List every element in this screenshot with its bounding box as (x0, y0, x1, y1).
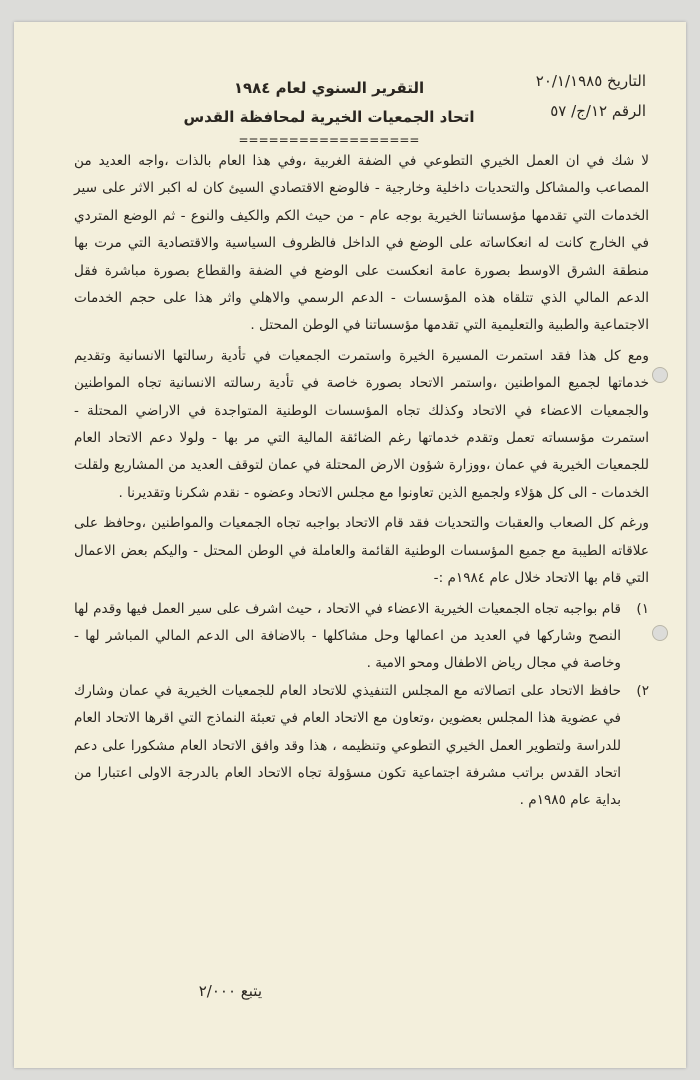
list-item-text: قام بواجبه تجاه الجمعيات الخيرية الاعضاء في الاتحاد ، حيث اشرف على سير العمل فيها وقدم لها النصح وشاركها في العديد من اعمالها وحل مشاكلها - بالاضافة الى الدعم المالي المباشر لها - وخاصة في مجال رياض الاطفال ومحو الامية . (74, 600, 621, 672)
list-item-1 (74, 596, 649, 678)
list-item-text: حافظ الاتحاد على اتصالاته مع المجلس التنفيذي للاتحاد العام للجمعيات الخيرية في عمان وشارك في عضوية هذا المجلس بعضوين ،وتعاون مع الاتحاد العام في تعبئة النماذج التي اقرها الاتحاد العام للدراسة ولتطوير العمل الخيري التطوعي وتنظيمه ، هذا وقد وافق الاتحاد العام مشكورا على دعم اتحاد القدس براتب مشرفة اجتماعية تكون مسؤولة تجاه الاتحاد العام بالدرجة الاولى اعتبارا من بداية عام ١٩٨٥م . (74, 682, 621, 809)
paragraph-1: لا شك في ان العمل الخيري التطوعي في الضفة الغربية ،وفي هذا العام بالذات ،واجه العديد من المصاعب والمشاكل والتحديات داخلية وخارجية - فالوضع الاقتصادي السيئ كان له اكبر الاثر على سير الخدمات التي تقدمها مؤسساتنا الخيرية بوجه عام - من حيث الكم والكيف والنوع - ثم الوضع المتردي في الخارج كانت له انعكاساته على الوضع في الداخل فالظروف السياسية والاقتصادية التي مرت بها منطقة الشرق الاوسط بصورة عامة انعكست على الوضع في الضفة والقطاع بصورة مباشرة فقل الدعم المالي الذي تتلقاه هذه المؤسسات - الدعم الرسمي والاهلي واثر هذا على حجم الخدمات الاجتماعية والطبية والتعليمية التي تقدمها مؤسساتنا في الوطن المحتل . (74, 153, 649, 334)
punch-hole-upper (652, 367, 668, 383)
continued-note: يتبع ٢/٠٠٠ (198, 982, 262, 1000)
title-line-2: اتحاد الجمعيات الخيرية لمحافظة القدس (183, 108, 475, 126)
reference-line: الرقم ١٢/ج/ ٥٧ (550, 102, 646, 120)
list-item-number: ١) (636, 600, 649, 617)
title-underline: ================== (238, 133, 420, 147)
document-page (14, 22, 686, 1068)
paragraph-3: ورغم كل الصعاب والعقبات والتحديات فقد قام الاتحاد بواجبه تجاه الجمعيات والمواطنين ،وحافظ على علاقاته الطيبة مع جميع المؤسسات الوطنية القائمة والعاملة في الوطن المحتل - واليكم بعض الاعمال التي قام بها الاتحاد خلال عام ١٩٨٤م :- (74, 515, 649, 587)
list-item-number: ٢) (636, 682, 649, 699)
document-body (74, 148, 649, 815)
document-title (164, 74, 494, 148)
punch-hole-lower (652, 625, 668, 641)
title-line-1: التقرير السنوي لعام ١٩٨٤ (233, 79, 425, 97)
paragraph-2: ومع كل هذا فقد استمرت المسيرة الخيرة واستمرت الجمعيات في تأدية رسالتها الانسانية وتقديم خدماتها لجميع المواطنين ،واستمر الاتحاد بصورة خاصة في تأدية رسالته الانسانية تجاه المواطنين والجمعيات الاعضاء في الاتحاد وكذلك تجاه المؤسسات الوطنية المتواجدة في الاراضي المحتلة - استمرت مؤسساته تعمل وتقدم خدماتها رغم الضائقة المالية التي مر بها - ولولا دعم الاتحاد العام للجمعيات الخيرية في عمان ،ووزارة شؤون الارض المحتلة في عمان لتوقف العديد من المشاريع ولقلت الخدمات - الى كل هؤلاء ولجميع الذين تعاونوا مع مجلس الاتحاد وعضوه - نقدم شكرنا وتقديرنا . (74, 347, 649, 501)
date-line: التاريخ ٢٠/١/١٩٨٥ (535, 72, 646, 90)
list-item-2 (74, 678, 649, 815)
